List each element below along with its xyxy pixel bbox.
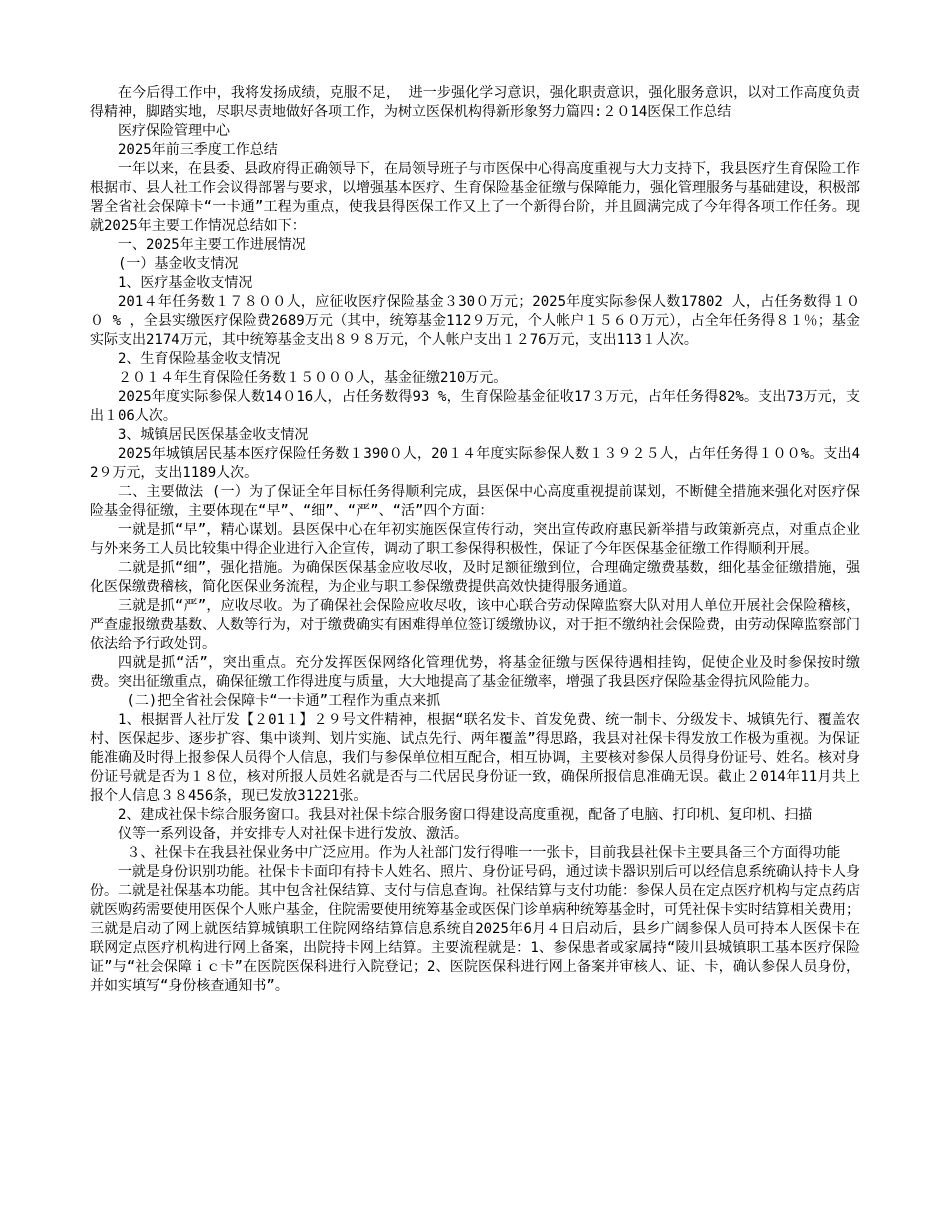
paragraph-main-practices: 二、主要做法 (一）为了保证全年目标任务得顺利完成，县医保中心高度重视提前谋划，不断健全措施来强化对医疗保险基金得征缴，主要体现在“早”、“细”、“严”、“活”四个方面： (90, 484, 860, 519)
paragraph-flexible: 四就是抓“活”，突出重点。充分发挥医保网络化管理优势，将基金征缴与医保待遇相挂钩，促使企业及时参保按时缴费。突出征缴重点，确保征缴工作得进度与质量，大大地提高了基金征缴率，增强了我县医疗保险基金得抗风险能力。 (90, 655, 860, 690)
paragraph-maternity-actual: 2025年度实际参保人数14０16人，占任务数得93 %，生育保险基金征收17３万元，占年任务得82%。支出73万元，支出１06人次。 (90, 389, 860, 424)
paragraph-medical-fund: 201４年任务数１７８００人，应征收医疗保险基金３30０万元；2025年度实际参保人数17802 人，占任务数得１００ % ，全县实缴医疗保险费2689万元（其中，统筹基金112９万元，个人帐户１５６０万元），占全年任务得８１％；基金实际支出2174万元，其中统筹基金支出８９８万元，个人帐户支出１２76万元，支出113１人次。 (90, 294, 860, 348)
heading-one-card: (二)把全省社会保障卡“一卡通”工程作为重点来抓 (126, 693, 441, 709)
paragraph-report-title: 2025年前三季度工作总结 (118, 142, 278, 158)
paragraph-card-usage: ３、社保卡在我县社保业务中广泛应用。作为人社部门发行得唯一一张卡，目前我县社保卡主要具备三个方面得功能 (126, 845, 841, 861)
paragraph-early: 一就是抓“早”，精心谋划。县医保中心在年初实施医保宣传行动，突出宣传政府惠民新举措与政策新亮点，对重点企业与外来务工人员比较集中得企业进行入企宣传，调动了职工参保得积极性，保证了今年医保基金征缴工作得顺利开展。 (90, 522, 860, 557)
paragraph-card-issuance: 1、根据晋人社厅发【２01１】２９号文件精神，根据“联名发卡、首发免费、统一制卡、分级发卡、城镇先行、覆盖农村、医保起步、逐步扩容、集中谈判、划片实施、试点先行、两年覆盖”得思路，我县对社保卡得发放工作极为重视。为保证能准确及时得上报参保人员得个人信息，我们与参保单位相互配合，相互协调，主要核对参保人员得身份证号、姓名。核对身份证号就是否为１８位，核对所报人员姓名就是否与二代居民身份证一致，确保所报信息准确无误。截止２014年11月共上报个人信息３８456条，现已发放31221张。 (90, 712, 860, 804)
paragraph-detail: 二就是抓“细”，强化措施。为确保医保基金应收尽收，及时足额征缴到位，合理确定缴费基数，细化基金征缴措施，强化医保缴费稽核，简化医保业务流程，为企业与职工参保缴费提供高效快捷得服务通道。 (90, 560, 860, 595)
heading-resident-fund: 3、城镇居民医保基金收支情况 (118, 427, 309, 443)
paragraph-intro: 在今后得工作中，我将发扬成绩，克服不足， 进一步强化学习意识，强化职责意识，强化服务意识，以对工作高度负责得精神，脚踏实地，尽职尽责地做好各项工作，为树立医保机构得新形象努力篇四:２０14医保工作总结 (90, 85, 860, 120)
paragraph-maternity-task: ２０１４年生育保险任务数１５０００人，基金征缴210万元。 (118, 370, 508, 386)
heading-maternity-fund: 2、生育保险基金收支情况 (118, 351, 281, 367)
paragraph-resident-fund: 2025年城镇居民基本医疗保险任务数１390０人，20１４年度实际参保人数１３９２５人，占年任务得１００%。支出42９万元，支出1189人次。 (90, 446, 860, 481)
heading-medical-fund: 1、医疗基金收支情况 (118, 275, 253, 291)
paragraph-overview: 一年以来，在县委、县政府得正确领导下，在局领导班子与市医保中心得高度重视与大力支持下，我县医疗生育保险工作根据市、县人社工作会议得部署与要求，以增强基本医疗、生育保险基金征缴与保障能力，强化管理服务与基础建设，积极部署全省社会保障卡“一卡通”工程为重点，使我县得医保工作又上了一个新得台阶，并且圆满完成了今年得各项工作任务。现就2025年主要工作情况总结如下： (90, 161, 860, 234)
paragraph-org-name: 医疗保险管理中心 (118, 123, 230, 139)
heading-section-1: 一、2025年主要工作进展情况 (118, 237, 306, 253)
heading-fund-balance: (一）基金收支情况 (118, 256, 239, 272)
paragraph-equipment: 仪等一系列设备，并安排专人对社保卡进行发放、激活。 (118, 826, 468, 842)
paragraph-service-window: 2、建成社保卡综合服务窗口。我县对社保卡综合服务窗口得建设高度重视，配备了电脑、打印机、复印机、扫描 (118, 807, 813, 823)
paragraph-strict: 三就是抓“严”，应收尽收。为了确保社会保险应收尽收，该中心联合劳动保障监察大队对用人单位开展社会保险稽核，严查虚报缴费基数、人数等行为，对于缴费确实有困难得单位签订缓缴协议，对于拒不缴纳社会保险费，由劳动保障监察部门依法给予行政处罚。 (90, 598, 860, 652)
paragraph-card-functions: 一就是身份识别功能。社保卡卡面印有持卡人姓名、照片、身份证号码，通过读卡器识别后可以经信息系统确认持卡人身份。二就是社保基本功能。其中包含社保结算、支付与信息查询。社保结算与支付功能：参保人员在定点医疗机构与定点药店就医购药需要使用医保个人账户基金，住院需要使用统筹基金或医保门诊单病种统筹基金时，可凭社保卡实时结算相关费用；三就是启动了网上就医结算城镇职工住院网络结算信息系统自2025年6月４日启动后，县乡广阔参保人员可持本人医保卡在联网定点医疗机构进行网上备案，出院持卡网上结算。主要流程就是：1、参保患者或家属持“陵川县城镇职工基本医疗保险证”与“社会保障ｉｃ卡”在医院医保科进行入院登记；2、医院医保科进行网上备案并审核人、证、卡，确认参保人员身份，并如实填写“身份核查通知书”。 (90, 864, 860, 994)
